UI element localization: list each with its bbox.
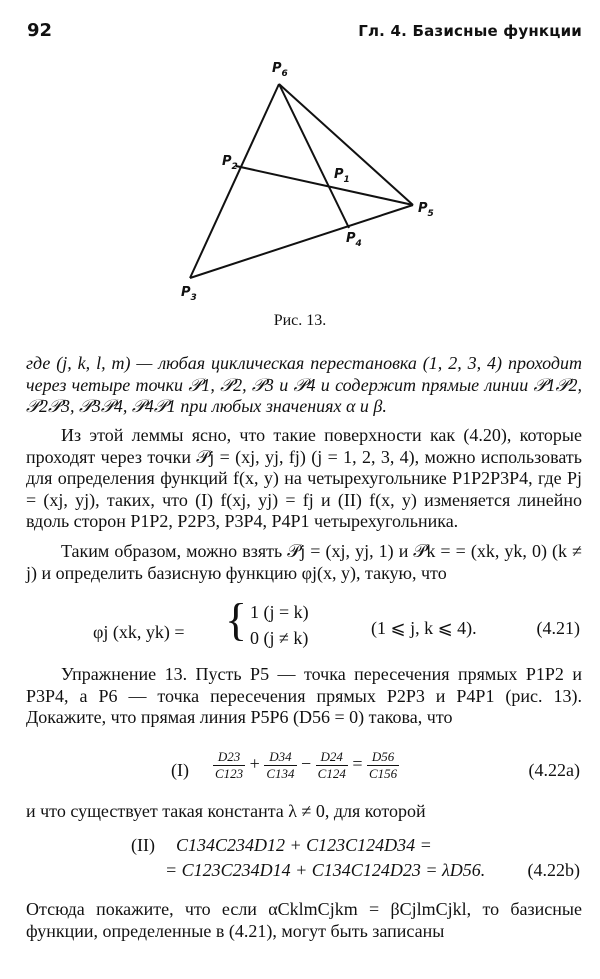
paragraph-basis-choice: Таким образом, можно взять 𝒫j = (xj, yj, 1) и 𝒫k = = (xk, yk, 0) (k ≠ j) и определить базисную функцию φj(x, y), такую, что [26,541,582,583]
eq422a-label: (I) [171,760,189,780]
eq421-case-1: 1 (j = k) [250,602,309,622]
eq422a-number: (4.22a) [528,760,580,780]
page-number: 92 [27,20,53,41]
eq422b-line-1: C134C234D12 + C123C124D34 = [176,835,432,855]
line-p2-p5 [236,166,413,205]
fraction-d56-c156: $\frac{D56}{C156}$ [368,749,398,781]
label-p6: $P_6$ [272,61,288,79]
fraction-d23-c123: $\frac{D23}{C123}$ [215,749,244,781]
eq421-number: (4.21) [536,618,580,638]
line-p6-p4 [279,84,349,228]
eq421-lhs: φj (xk, yk) = [93,622,185,642]
running-header: Гл. 4. Базисные функции [358,22,582,40]
line-p6-p5 [279,84,413,205]
label-p2: $P_2$ [222,154,238,172]
paragraph-lemma-consequence: Из этой леммы ясно, что такие поверхности как (4.20), которые проходят через точки 𝒫j = (xj, yj, fj) (j = 1, 2, 3, 4), можно использовать для определения функций f(x, y) на четырехугольнике P1P2P3P4, где Pj = (xj, yj), таких, что (I) f(xj, yj) = fj и (II) f(x, y) изменяется линейно вдоль сторон P1P2, P2P3, P3P4, P4P1 четырехугольника. [26,425,582,531]
line-p6-p3 [190,84,279,278]
label-p3: $P_3$ [181,285,197,303]
figure-caption: Рис. 13. [273,312,327,329]
label-p1: $P_1$ [334,167,350,185]
eq421-case-2: 0 (j ≠ k) [250,628,309,648]
eq422b-label: (II) [131,835,155,855]
paragraph-conclusion: Отсюда покажите, что если αCklmCjkm = βCjlmCjkl, то базисные функции, определенные в (4.21), могут быть записаны [26,899,582,941]
eq422b-number: (4.22b) [527,860,580,880]
label-p5: $P_5$ [418,201,434,219]
eq422a-body: $\frac{D23}{C123}$ + $\frac{D34}{C134}$ − $\frac{D24}{C124}$ = $\frac{D56}{C156}$ [215,749,398,781]
label-p4: $P_4$ [346,231,362,249]
fraction-d24-c124: $\frac{D24}{C124}$ [317,749,346,781]
paragraph-exercise-13: Упражнение 13. Пусть P5 — точка пересечения прямых P1P2 и P3P4, а P6 — точка пересечения прямых P2P3 и P4P1 (рис. 13). Докажите, что прямая линия P5P6 (D56 = 0) такова, что [26,664,582,727]
eq421-condition: (1 ⩽ j, k ⩽ 4). [371,618,477,638]
line-p3-p5 [190,205,413,278]
eq422b-line-2: = C123C234D14 + C134C124D23 = λD56. [165,860,486,880]
paragraph-lemma-end: где (j, k, l, m) — любая циклическая перестановка (1, 2, 3, 4) проходит через четыре точки 𝒫1, 𝒫2, 𝒫3 и 𝒫4 и содержит прямые линии 𝒫1𝒫2, 𝒫2𝒫3, 𝒫3𝒫4, 𝒫4𝒫1 при любых значениях α и β. [26,353,582,416]
eq421-brace: { [225,594,248,645]
figure-13-diagram [0,0,600,330]
fraction-d34-c134: $\frac{D34}{C134}$ [266,749,295,781]
paragraph-lambda: и что существует такая константа λ ≠ 0, для которой [26,801,426,821]
